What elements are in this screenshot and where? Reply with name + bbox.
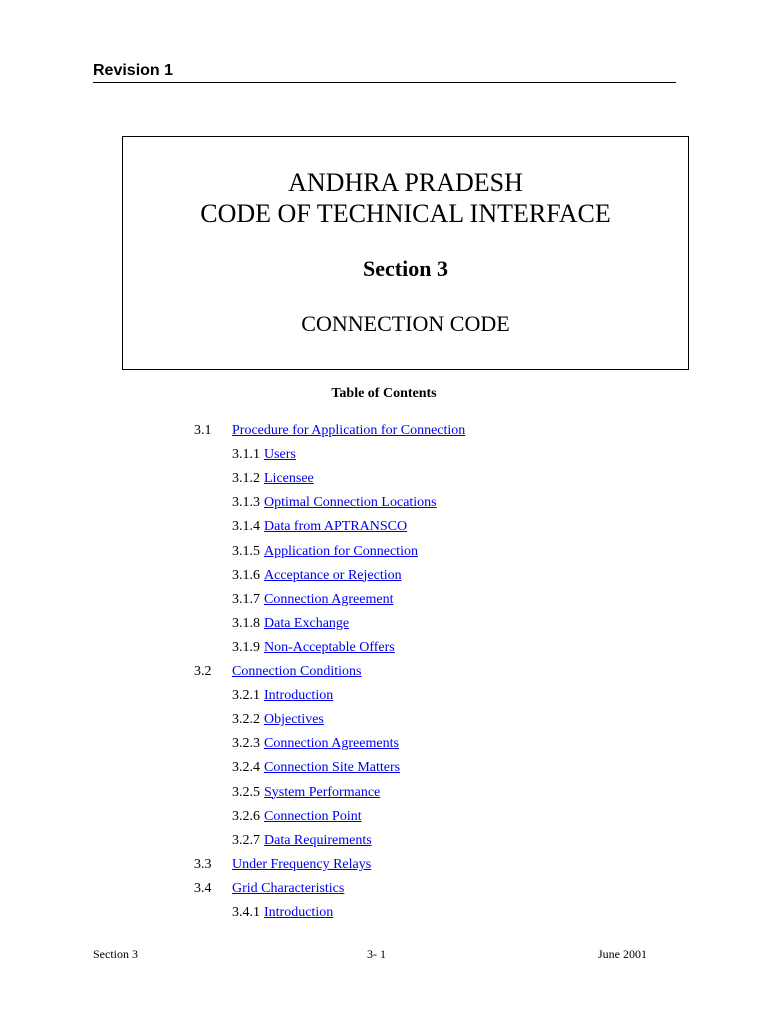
toc-entry-number: 3.1.5 [232,543,260,559]
toc-entry-link[interactable]: Users [264,447,296,463]
toc-entry-link[interactable]: Connection Point [264,808,362,824]
toc-entry-number: 3.2.6 [232,808,260,824]
revision-label: Revision 1 [93,62,174,79]
toc-entry [194,422,465,440]
toc-entry-number: 3.1.4 [232,519,260,535]
toc-entry-link[interactable]: Non-Acceptable Offers [264,639,395,655]
toc-entry [194,880,344,898]
toc-entry-link[interactable]: Application for Connection [264,543,418,559]
toc-entry-link[interactable]: Data Requirements [264,832,372,848]
toc-entry [232,591,393,609]
toc-entry-number: 3.1.2 [232,471,260,487]
toc-entry-link[interactable]: Acceptance or Rejection [264,567,402,583]
toc-entry-link[interactable]: Data Exchange [264,615,350,631]
toc-title: Table of Contents [331,386,437,401]
page-header [93,60,676,83]
title-line-2: CODE OF TECHNICAL INTERFACE [200,199,611,228]
toc-entry-number: 3.2 [194,664,212,679]
toc-entry [232,518,407,536]
toc-entry [194,856,371,874]
toc-entry [232,446,296,464]
toc-entry-number: 3.1.9 [232,639,260,655]
toc-entry [232,735,399,753]
toc-entry-number: 3.1.8 [232,615,260,631]
toc-entry-number: 3.2.2 [232,712,260,728]
toc-entry-link[interactable]: Connection Site Matters [264,760,401,776]
toc-entry [232,687,333,705]
toc-entry-link[interactable]: Connection Conditions [232,664,362,679]
toc-entry-link[interactable]: Connection Agreements [264,736,399,752]
toc-entry [232,759,400,777]
footer-page-number: 3- 1 [367,947,386,961]
toc-entry-number: 3.2.7 [232,832,260,848]
title-line-1: ANDHRA PRADESH [288,168,523,197]
section-title: Section 3 [363,256,448,281]
toc-entry-link[interactable]: Connection Agreement [264,591,394,607]
toc-entry-number: 3.2.5 [232,784,260,800]
toc-entry-number: 3.1.1 [232,447,260,463]
toc-entry-number: 3.1.3 [232,495,260,511]
toc-entry [232,567,402,585]
toc-entry-number: 3.1.7 [232,591,260,607]
toc-entry-link[interactable]: Grid Characteristics [232,880,345,896]
toc-entry [232,784,380,802]
toc-entry-link[interactable]: Under Frequency Relays [232,856,372,872]
toc-entry-number: 3.2.1 [232,688,260,704]
toc-entry-link[interactable]: Optimal Connection Locations [264,495,437,511]
toc-entry-number: 3.1 [194,423,212,438]
toc-entry [194,663,362,681]
footer-section: Section 3 [93,947,138,961]
toc-entry-number: 3.2.4 [232,760,260,776]
toc-entry-link[interactable]: Introduction [264,688,334,704]
toc-entry-link[interactable]: Licensee [264,471,314,487]
toc-entry-link[interactable]: System Performance [264,784,381,800]
toc-entry-number: 3.3 [194,856,212,872]
toc-entry-number: 3.4 [194,880,212,896]
toc-entry [232,711,324,729]
toc-entry [232,808,362,826]
toc-entry [232,470,314,488]
title-box [122,136,689,370]
toc-entry-link[interactable]: Introduction [264,905,334,920]
toc-entry-number: 3.1.6 [232,567,260,583]
toc-entry-number: 3.4.1 [232,905,260,920]
toc-entry-link[interactable]: Data from APTRANSCO [264,519,408,535]
toc-entry-link[interactable]: Objectives [264,712,324,728]
toc-entry [232,904,333,922]
toc-entry [232,494,437,512]
footer-date: June 2001 [598,947,647,961]
toc-entry-number: 3.2.3 [232,736,260,752]
code-name: CONNECTION CODE [301,311,510,336]
toc-entry [232,639,395,657]
toc-entry [232,543,418,561]
toc-entry-link[interactable]: Procedure for Application for Connection [232,423,466,438]
toc-entry [232,615,349,633]
toc-entry [232,832,372,850]
